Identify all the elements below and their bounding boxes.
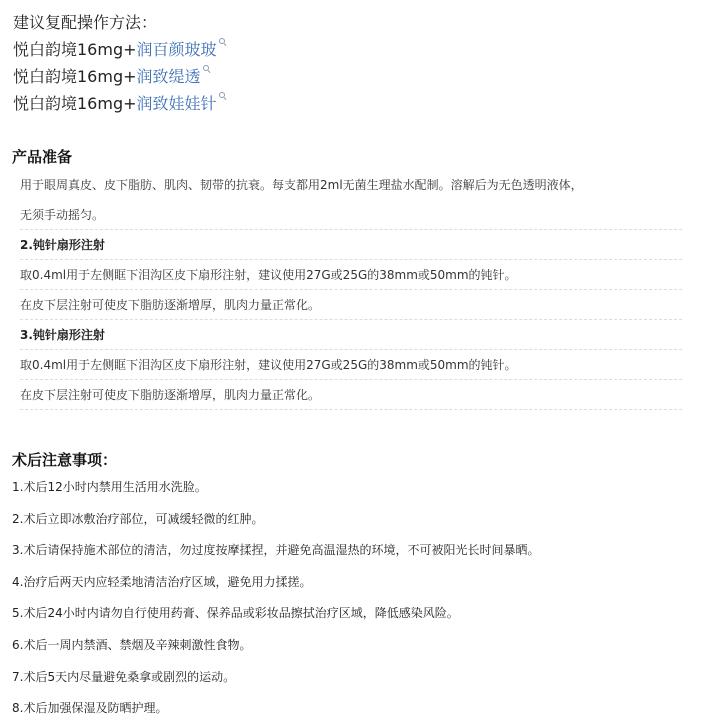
product-combo-3 <box>13 90 713 117</box>
product-link-runzhi-wawazhen[interactable]: 润致娃娃针 <box>136 94 217 113</box>
prep-list <box>20 172 682 410</box>
prep-subheading: 3.钝针扇形注射 <box>20 320 682 350</box>
intro-section <box>13 10 713 117</box>
prep-row: 无须手动摇匀。 <box>20 200 682 230</box>
prep-row: 在皮下层注射可使皮下脂肪逐渐增厚，肌肉力量正常化。 <box>20 380 682 410</box>
list-item: 5.术后24小时内请勿自行使用药膏、保养品或彩妆品擦拭治疗区域，降低感染风险。 <box>12 606 459 621</box>
product-combo-2 <box>13 63 713 90</box>
search-icon[interactable] <box>219 38 226 45</box>
product-base: 悦白韵境16mg+ <box>13 94 137 113</box>
product-link-runbaiyan-bobo[interactable]: 润百颜玻玻 <box>136 40 217 59</box>
product-base: 悦白韵境16mg+ <box>13 40 137 59</box>
list-item: 7.术后5天内尽量避免桑拿或剧烈的运动。 <box>12 669 236 684</box>
post-care-list <box>12 472 712 725</box>
list-item: 4.治疗后两天内应轻柔地清洁治疗区域，避免用力揉搓。 <box>12 574 312 589</box>
list-item: 8.术后加强保湿及防晒护理。 <box>12 701 168 716</box>
product-link-runzhi-titou[interactable]: 润致缇透 <box>136 67 201 86</box>
prep-row: 取0.4ml用于左侧眶下泪沟区皮下扇形注射，建议使用27G或25G的38mm或50mm的钝针。 <box>20 350 682 380</box>
list-item: 3.术后请保持施术部位的清洁，勿过度按摩揉捏，并避免高温湿热的环境，不可被阳光长时间暴晒。 <box>12 543 540 558</box>
list-item: 1.术后12小时内禁用生活用水洗脸。 <box>12 480 207 494</box>
product-combo-1 <box>13 36 713 63</box>
product-base: 悦白韵境16mg+ <box>13 67 137 86</box>
search-icon[interactable] <box>203 65 210 72</box>
prep-row: 取0.4ml用于左侧眶下泪沟区皮下扇形注射，建议使用27G或25G的38mm或50mm的钝针。 <box>20 260 682 290</box>
list-item: 6.术后一周内禁酒、禁烟及辛辣刺激性食物。 <box>12 637 252 652</box>
prep-row: 在皮下层注射可使皮下脂肪逐渐增厚，肌肉力量正常化。 <box>20 290 682 320</box>
prep-row: 用于眼周真皮、皮下脂肪、肌肉、韧带的抗衰。每支都用2ml无菌生理盐水配制。溶解后为无色透明液体， <box>20 178 583 192</box>
list-item: 2.术后立即冰敷治疗部位，可减缓轻微的红肿。 <box>12 511 264 526</box>
intro-heading: 建议复配操作方法： <box>13 13 158 32</box>
post-care-title: 术后注意事项： <box>12 451 118 469</box>
search-icon[interactable] <box>219 92 226 99</box>
prep-subheading: 2.钝针扇形注射 <box>20 230 682 260</box>
prep-section-title: 产品准备 <box>12 148 73 166</box>
